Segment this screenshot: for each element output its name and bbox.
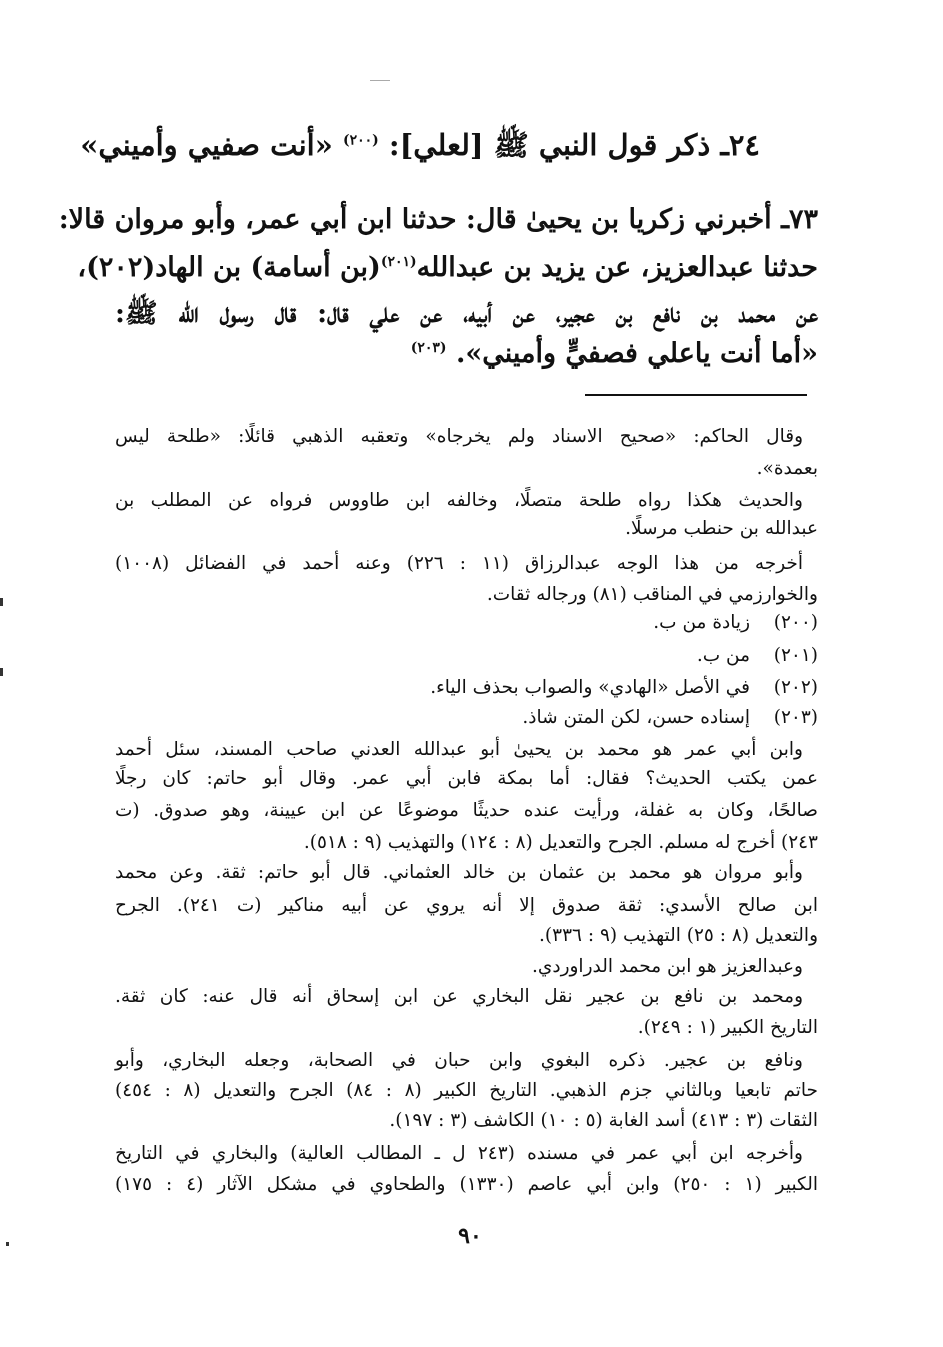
note-line: أخرجه من هذا الوجه عبدالرزاق (١١ : ٢٢٦) وعنه أحمد في الفضائل (١٠٠٨) [115, 553, 804, 574]
footnote-ref: (٢٠٠) [342, 132, 379, 149]
note-line: ابن صالح الأسدي: ثقة صدوق إلا أنه يروي عن أبيه مناكير (ت ٢٤١). الجرح [115, 895, 818, 916]
hadith-line: ٧٣ـ أخبرني زكريا بن يحيىٰ قال: حدثنا ابن أبي عمر، وأبو مروان قالا: [58, 204, 818, 235]
footnote-text: زيادة من ب. [653, 612, 750, 633]
note-line: وقال الحاكم: «صحيح الاسناد ولم يخرجاه» وتعقبه الذهبي قائلًا: «طلحة ليس [115, 426, 803, 447]
footnote-item [653, 612, 818, 633]
note-line: صالحًا، وكان به غفلة، ورأيت عنده حديثًا موضوعًا عن ابن عيينة، وهو صدوق. (ت [115, 800, 818, 821]
footnote-ref: (٢٠٣) [410, 340, 447, 356]
note-line: عمن يكتب الحديث؟ فقال: أما بمكة فابن أبي عمر. وقال أبو حاتم: كان رجلًا [115, 768, 818, 789]
note-line: ونافع بن عجير. ذكره البغوي وابن حبان في الصحابة، وجعله البخاري، وأبو [115, 1050, 803, 1071]
chapter-quote: «أنت صفيي وأميني» [80, 128, 333, 162]
hadith-line: حدثنا عبدالعزيز، عن يزيد بن عبدالله$^{(٢٠١)}$(بن أسامة) بن الهاد(٢٠٢)، [77, 252, 818, 283]
footnote-number: (٢٠١) [773, 645, 818, 666]
note-line: وابن أبي عمر هو محمد بن يحيىٰ أبو عبدالله العدني صاحب المسند، سئل أحمد [115, 739, 803, 760]
footnote-item [430, 677, 818, 698]
note-line: التاريخ الكبير (١ : ٢٤٩). [637, 1017, 818, 1038]
footnote-number: (٢٠٣) [773, 707, 818, 728]
footnote-item [522, 707, 818, 728]
footnote-text: في الأصل «الهادي» والصواب بحذف الياء. [430, 677, 750, 698]
footnote-item [697, 645, 818, 666]
note-line: الكبير (١ : ٢٥٠) وابن أبي عاصم (١٣٣٠) والطحاوي في مشكل الآثار (٤ : ١٧٥) [115, 1174, 819, 1195]
scan-mark [6, 1242, 9, 1246]
chapter-title: ذكر قول النبي ﷺ [لعلي]: [388, 128, 711, 162]
note-line: الثقات (٣ : ٤١٣) أسد الغابة (٥ : ١٠) الكاشف (٣ : ١٩٧). [389, 1110, 818, 1131]
note-line: ومحمد بن نافع بن عجير نقل البخاري عن ابن إسحاق أنه قال عنه: كان ثقة. [115, 986, 803, 1007]
note-line: وعبدالعزيز هو ابن محمد الدراوردي. [531, 956, 803, 977]
footnote-ref: (٢٠١) [380, 254, 417, 270]
scan-mark [0, 598, 3, 606]
footnote-text: من ب. [696, 645, 750, 666]
note-line: والحديث هكذا رواه طلحة متصلًا، وخالفه ابن طاووس فرواه عن المطلب بن [115, 490, 803, 511]
note-line: ٢٤٣) أخرج له مسلم. الجرح والتعديل (٨ : ١٢٤) والتهذيب (٩ : ٥١٨). [303, 832, 818, 853]
note-line: بعمدة». [756, 458, 818, 479]
hadith-line: عن محمد بن نافع بن عجير، عن أبيه، عن علي قال: قال رسول الله ﷺ: [115, 298, 818, 329]
note-line: والتعديل (٨ : ٢٥) التهذيب (٩ : ٣٣٦). [539, 925, 818, 946]
chapter-dash: ـ [710, 128, 729, 162]
chapter-number: ٢٤ [728, 128, 760, 162]
page-number: ٩٠ [458, 1223, 482, 1249]
footnote-number: (٢٠٠) [773, 612, 818, 633]
note-line: وأخرجه ابن أبي عمر في مسنده (٢٤٣ ل ـ المطالب العالية) والبخاري في التاريخ [115, 1143, 803, 1164]
chapter-heading [80, 128, 760, 170]
note-line: والخوارزمي في المناقب (٨١) ورجاله ثقات. [486, 584, 818, 605]
scan-mark [370, 80, 390, 81]
note-line: حاتم تابعيا وبالثاني جزم الذهبي. التاريخ الكبير (٨ : ٨٤) الجرح والتعديل (٨ : ٤٥٤) [115, 1080, 818, 1101]
hadith-line: «أما أنت ياعلي فصفيٍّ وأميني». $^{(٢٠٣)}$ [410, 338, 818, 369]
note-line: عبدالله بن حنطب مرسلًا. [625, 518, 818, 539]
footnote-separator [585, 394, 807, 396]
scan-mark [0, 668, 3, 676]
footnote-number: (٢٠٢) [773, 677, 818, 698]
note-line: وأبو مروان هو محمد بن عثمان بن خالد العثماني. قال أبو حاتم: ثقة. وعن محمد [115, 862, 803, 883]
footnote-text: إسناده حسن، لكن المتن شاذ. [522, 707, 750, 728]
